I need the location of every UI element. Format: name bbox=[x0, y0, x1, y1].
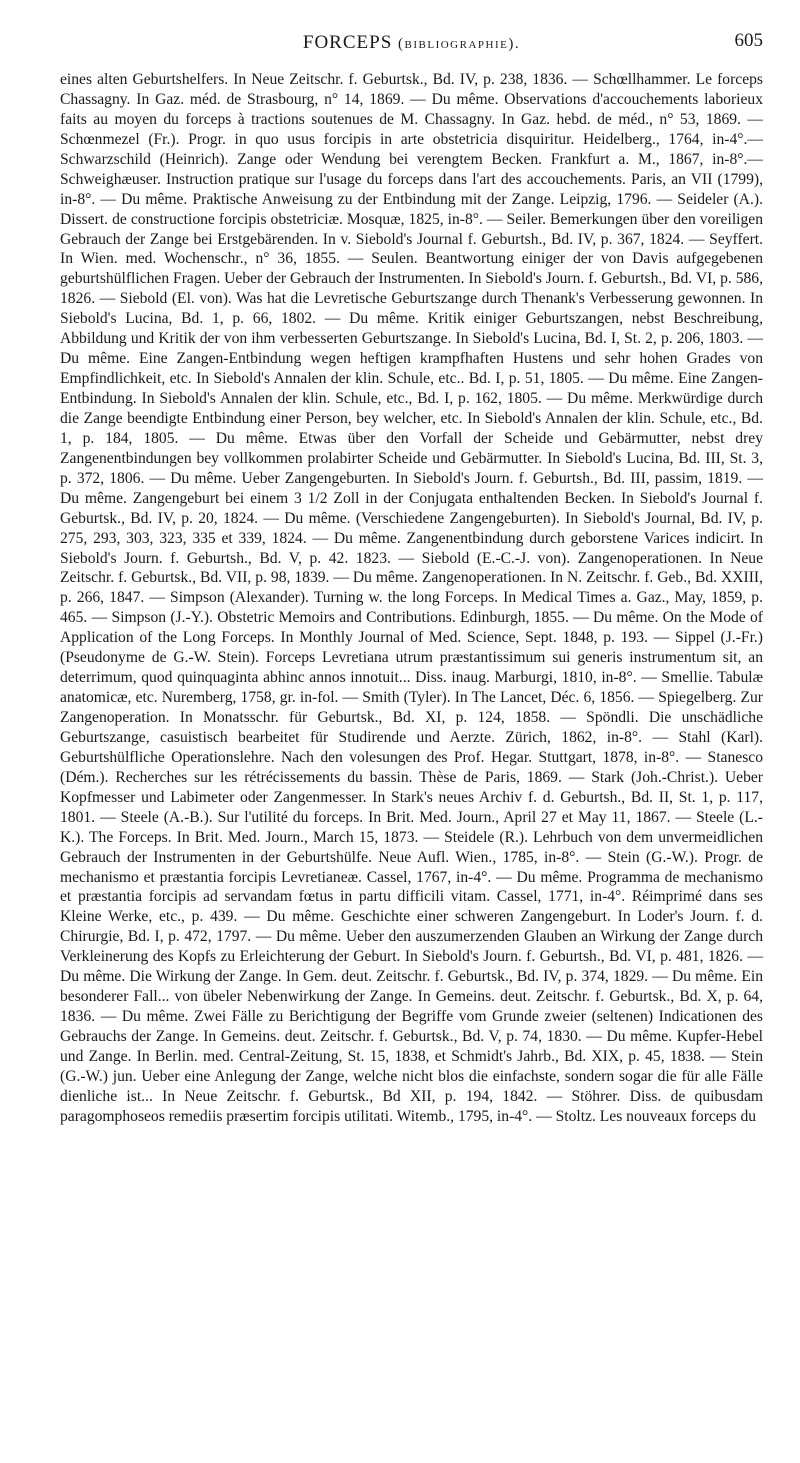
header-title bbox=[303, 32, 520, 54]
bibliography-text: eines alten Geburtshelfers. In Neue Zeitschr. f. Geburtsk., Bd. IV, p. 238, 1836. — Schœllhammer. Le forceps Chassagny. In Gaz. méd. de Strasbourg, n° 14, 1869. — Du même. Observations d'accouchements laborieux faits au moyen du forceps à tractions soutenues de M. Chassagny. In Gaz. hebd. de méd., n° 53, 1869. — Schœnmezel (Fr.). Progr. in quo usus forcipis in arte obstetricia disquiritur. Heidelberg., 1764, in-4°.— Schwarzschild (Heinrich). Zange oder Wendung bei verengtem Becken. Frankfurt a. M., 1867, in-8°.— Schweighæuser. Instruction pratique sur l'usage du forceps dans l'art des accouchements. Paris, an VII (1799), in-8°. — Du même. Praktische Anweisung zu der Entbindung mit der Zange. Leipzig, 1796. — Seideler (A.). Dissert. de constructione forcipis obstetriciæ. Mosquæ, 1825, in-8°. — Seiler. Bemerkungen über den voreiligen Gebrauch der Zange bei Erstgebärenden. In v. Siebold's Journal f. Geburtsh., Bd. IV, p. 367, 1824. — Seyffert. In Wien. med. Wochenschr., n° 36, 1855. — Seulen. Beantwortung einiger der von Davis aufgegebenen geburtshülflichen Fragen. Ueber der Gebrauch der Instrumenten. In Siebold's Journ. f. Geburtsh., Bd. VI, p. 586, 1826. — Siebold (El. von). Was hat die Levretische Geburtszange durch Thenank's Verbesserung gewonnen. In Siebold's Lucina, Bd. 1, p. 66, 1802. — Du même. Kritik einiger Geburtszangen, nebst Beschreibung, Abbildung und Kritik der von ihm verbesserten Geburtszange. In Siebold's Lucina, Bd. I, St. 2, p. 206, 1803. — Du même. Eine Zangen-Entbindung wegen heftigen krampfhaften Hustens und sehr hohen Grades von Empfindlichkeit, etc. In Siebold's Annalen der klin. Schule, etc.. Bd. I, p. 51, 1805. — Du même. Eine Zangen-Entbindung. In Siebold's Annalen der klin. Schule, etc., Bd. I, p. 162, 1805. — Du même. Merkwürdige durch die Zange beendigte Entbindung einer Person, bey welcher, etc. In Siebold's Annalen der klin. Schule, etc., Bd. 1, p. 184, 1805. — Du même. Etwas über den Vorfall der Scheide und Gebärmutter, nebst drey Zangenentbindungen bey vollkommen prolabirter Scheide und Gebärmutter. In Siebold's Lucina, Bd. III, St. 3, p. 372, 1806. — Du même. Ueber Zangengeburten. In Siebold's Journ. f. Geburtsh., Bd. III, passim, 1819. — Du même. Zangengeburt bei einem 3 1/2 Zoll in der Conjugata enthaltenden Becken. In Siebold's Journal f. Geburtsk., Bd. IV, p. 20, 1824. — Du même. (Verschiedene Zangengeburten). In Siebold's Journal, Bd. IV, p. 275, 293, 303, 323, 335 et 339, 1824. — Du même. Zangenentbindung durch geborstene Varices indicirt. In Siebold's Journ. f. Geburtsh., Bd. V, p. 42. 1823. — Siebold (E.-C.-J. von). Zangenoperationen. In Neue Zeitschr. f. Geburtsk., Bd. VII, p. 98, 1839. — Du même. Zangenoperationen. In N. Zeitschr. f. Geb., Bd. XXIII, p. 266, 1847. — Simpson (Alexander). Turning w. the long Forceps. In Medical Times a. Gaz., May, 1859, p. 465. — Simpson (J.-Y.). Obstetric Memoirs and Contributions. Edinburgh, 1855. — Du même. On the Mode of Application of the Long Forceps. In Monthly Journal of Med. Science, Sept. 1848, p. 193. — Sippel (J.-Fr.) (Pseudonyme de G.-W. Stein). Forceps Levretiana utrum præstantissimum sui generis instrumentum sit, an deterrimum, quod quinquaginta abhinc annos innotuit... Diss. inaug. Marburgi, 1810, in-8°. — Smellie. Tabulæ anatomicæ, etc. Nuremberg, 1758, gr. in-fol. — Smith (Tyler). In The Lancet, Déc. 6, 1856. — Spiegelberg. Zur Zangenoperation. In Monatsschr. für Geburtsk., Bd. XI, p. 124, 1858. — Spöndli. Die unschädliche Geburtszange, casuistisch bearbeitet für Studirende und Aerzte. Zürich, 1862, in-8°. — Stahl (Karl). Geburtshülfliche Operationslehre. Nach den volesungen des Prof. Hegar. Stuttgart, 1878, in-8°. — Stanesco (Dém.). Recherches sur les rétrécissements du bassin. Thèse de Paris, 1869. — Stark (Joh.-Christ.). Ueber Kopfmesser und Labimeter oder Zangenmesser. In Stark's neues Archiv f. d. Geburtsh., Bd. II, St. 1, p. 117, 1801. — Steele (A.-B.). Sur l'utilité du forceps. In Brit. Med. Journ., April 27 et May 11, 1867. — Steele (L.-K.). The Forceps. In Brit. Med. Journ., March 15, 1873. — Steidele (R.). Lehrbuch von dem unvermeidlichen Gebrauch der Instrumenten in der Geburtshülfe. Neue Aufl. Wien., 1785, in-8°. — Stein (G.-W.). Progr. de mechanismo et præstantia forcipis Levretianeæ. Cassel, 1767, in-4°. — Du même. Programma de mechanismo et præstantia forcipis ad servandam fœtus in partu difficili vitam. Cassel, 1771, in-4°. Réimprimé dans ses Kleine Werke, etc., p. 439. — Du même. Geschichte einer schweren Zangengeburt. In Loder's Journ. f. d. Chirurgie, Bd. I, p. 472, 1797. — Du même. Ueber den auszumerzenden Glauben an Wirkung der Zange durch Verkleinerung des Kopfs zu Erleichterung der Geburt. In Siebold's Journ. f. Geburtsh., Bd. VI, p. 481, 1826. — Du même. Die Wirkung der Zange. In Gem. deut. Zeitschr. f. Geburtsk., Bd. IV, p. 374, 1829. — Du même. Ein besonderer Fall... von übeler Nebenwirkung der Zange. In Gemeins. deut. Zeitschr. f. Geburtsk., Bd. X, p. 64, 1836. — Du même. Zwei Fälle zu Berichtigung der Begriffe vom Grunde zweier (seltenen) Indicationen des Gebrauchs der Zange. In Gemeins. deut. Zeitschr. f. Geburtsk., Bd. V, p. 74, 1830. — Du même. Kupfer-Hebel und Zange. In Berlin. med. Central-Zeitung, St. 15, 1838, et Schmidt's Jahrb., Bd. XIX, p. 45, 1838. — Stein (G.-W.) jun. Ueber eine Anlegung der Zange, welche nicht blos die einfachste, sondern sogar die für alle Fälle dienliche ist... In Neue Zeitschr. f. Geburtsk., Bd XII, p. 194, 1842. — Stöhrer. Diss. de quibusdam paragomphoseos remediis præsertim forcipis utilitati. Witemb., 1795, in-4°. — Stoltz. Les nouveaux forceps du bbox=[60, 71, 763, 1125]
header-title-main: FORCEPS bbox=[302, 32, 393, 53]
page-number: 605 bbox=[734, 30, 763, 51]
running-header bbox=[60, 26, 763, 64]
header-subtitle: (bibliographie). bbox=[398, 36, 521, 52]
